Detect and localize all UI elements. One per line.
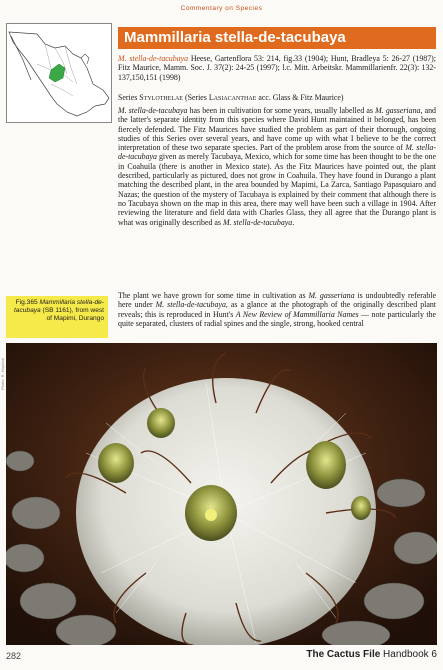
species-name: M. stella-de-tacubaya	[118, 54, 189, 63]
page-title: Mammillaria stella-de-tacubaya	[118, 27, 436, 49]
series-line: Series Stylothelae (Series Lasiacanthae acc. Glass & Fitz Maurice)	[118, 93, 344, 102]
page-number: 282	[6, 651, 22, 661]
running-header: Commentary on Species	[180, 5, 263, 12]
book-title: The Cactus File Handbook 6	[306, 649, 437, 660]
cactus-photo	[6, 343, 437, 645]
cactus-illustration	[6, 343, 437, 645]
figure-caption: Fig.365 Mammillaria stella-de-tacubaya (SB 1161), from west of Mapimi, Durango	[6, 296, 108, 338]
references	[118, 54, 436, 82]
distribution-map	[6, 23, 112, 123]
photo-credit: Photo: R. Haylock	[0, 357, 5, 390]
references-text: Heese, Gartenflora 53: 214, fig.33 (1904); Hunt, Bradleya 5: 26-27 (1987); Fitz Maurice, Mamm. Soc. J. 37(2): 24-25 (1997); l.c. Mitt. Arbeitskr. Mammillarienfr. 22(3): 132-137,150,151 (1998)	[118, 54, 436, 82]
body-paragraph-1: M. stella-de-tacubaya has been in cultivation for some years, usually labelled as M. gasseriana, and the latter's separate identity from this species where David Hunt maintained it belonged, has been fiercely defended. The Fitz Maurices have studied the problem as part of their thorough, ongoing studies of this Series over several years, and have come up with what I believe to be the correct interpretation of these two separate species. Part of the problem arose from the source of M. stella-de-tacubaya given as merely Tacubaya, Mexico, which for some time has been thought to be the one in Coahuila (there is another in Mexico state). As the Fitz Maurices have pointed out, the plant described, particularly as pictured, does not grow in Coahuila. They have found in Durango a plant matching the described plant, in the area bounded by Mapimi, La Zarca, Santiago Papasquiaro and Nazas; the question of the mystery of Tacubaya is explained by their comment that although there is no Tacubaya shown on the map in this area, there may well have been such a village in 1904. After reviewing the literature and field data with Charles Glass, they all agree that the Durango plant is what was originally described as M. stella-de-tacubaya.	[118, 106, 436, 227]
body-paragraph-2: The plant we have grown for some time in cultivation as M. gasseriana is undoubtedly referable here under M. stella-de-tacubaya, as a glance at the photograph of the originally described plant reveals; this is reproduced in Hunt's A New Review of Mammillaria Names — note particularly the quite separated, clusters of radial spines and the single, strong, hooked central	[118, 291, 436, 328]
mexico-map-outline	[7, 24, 111, 122]
